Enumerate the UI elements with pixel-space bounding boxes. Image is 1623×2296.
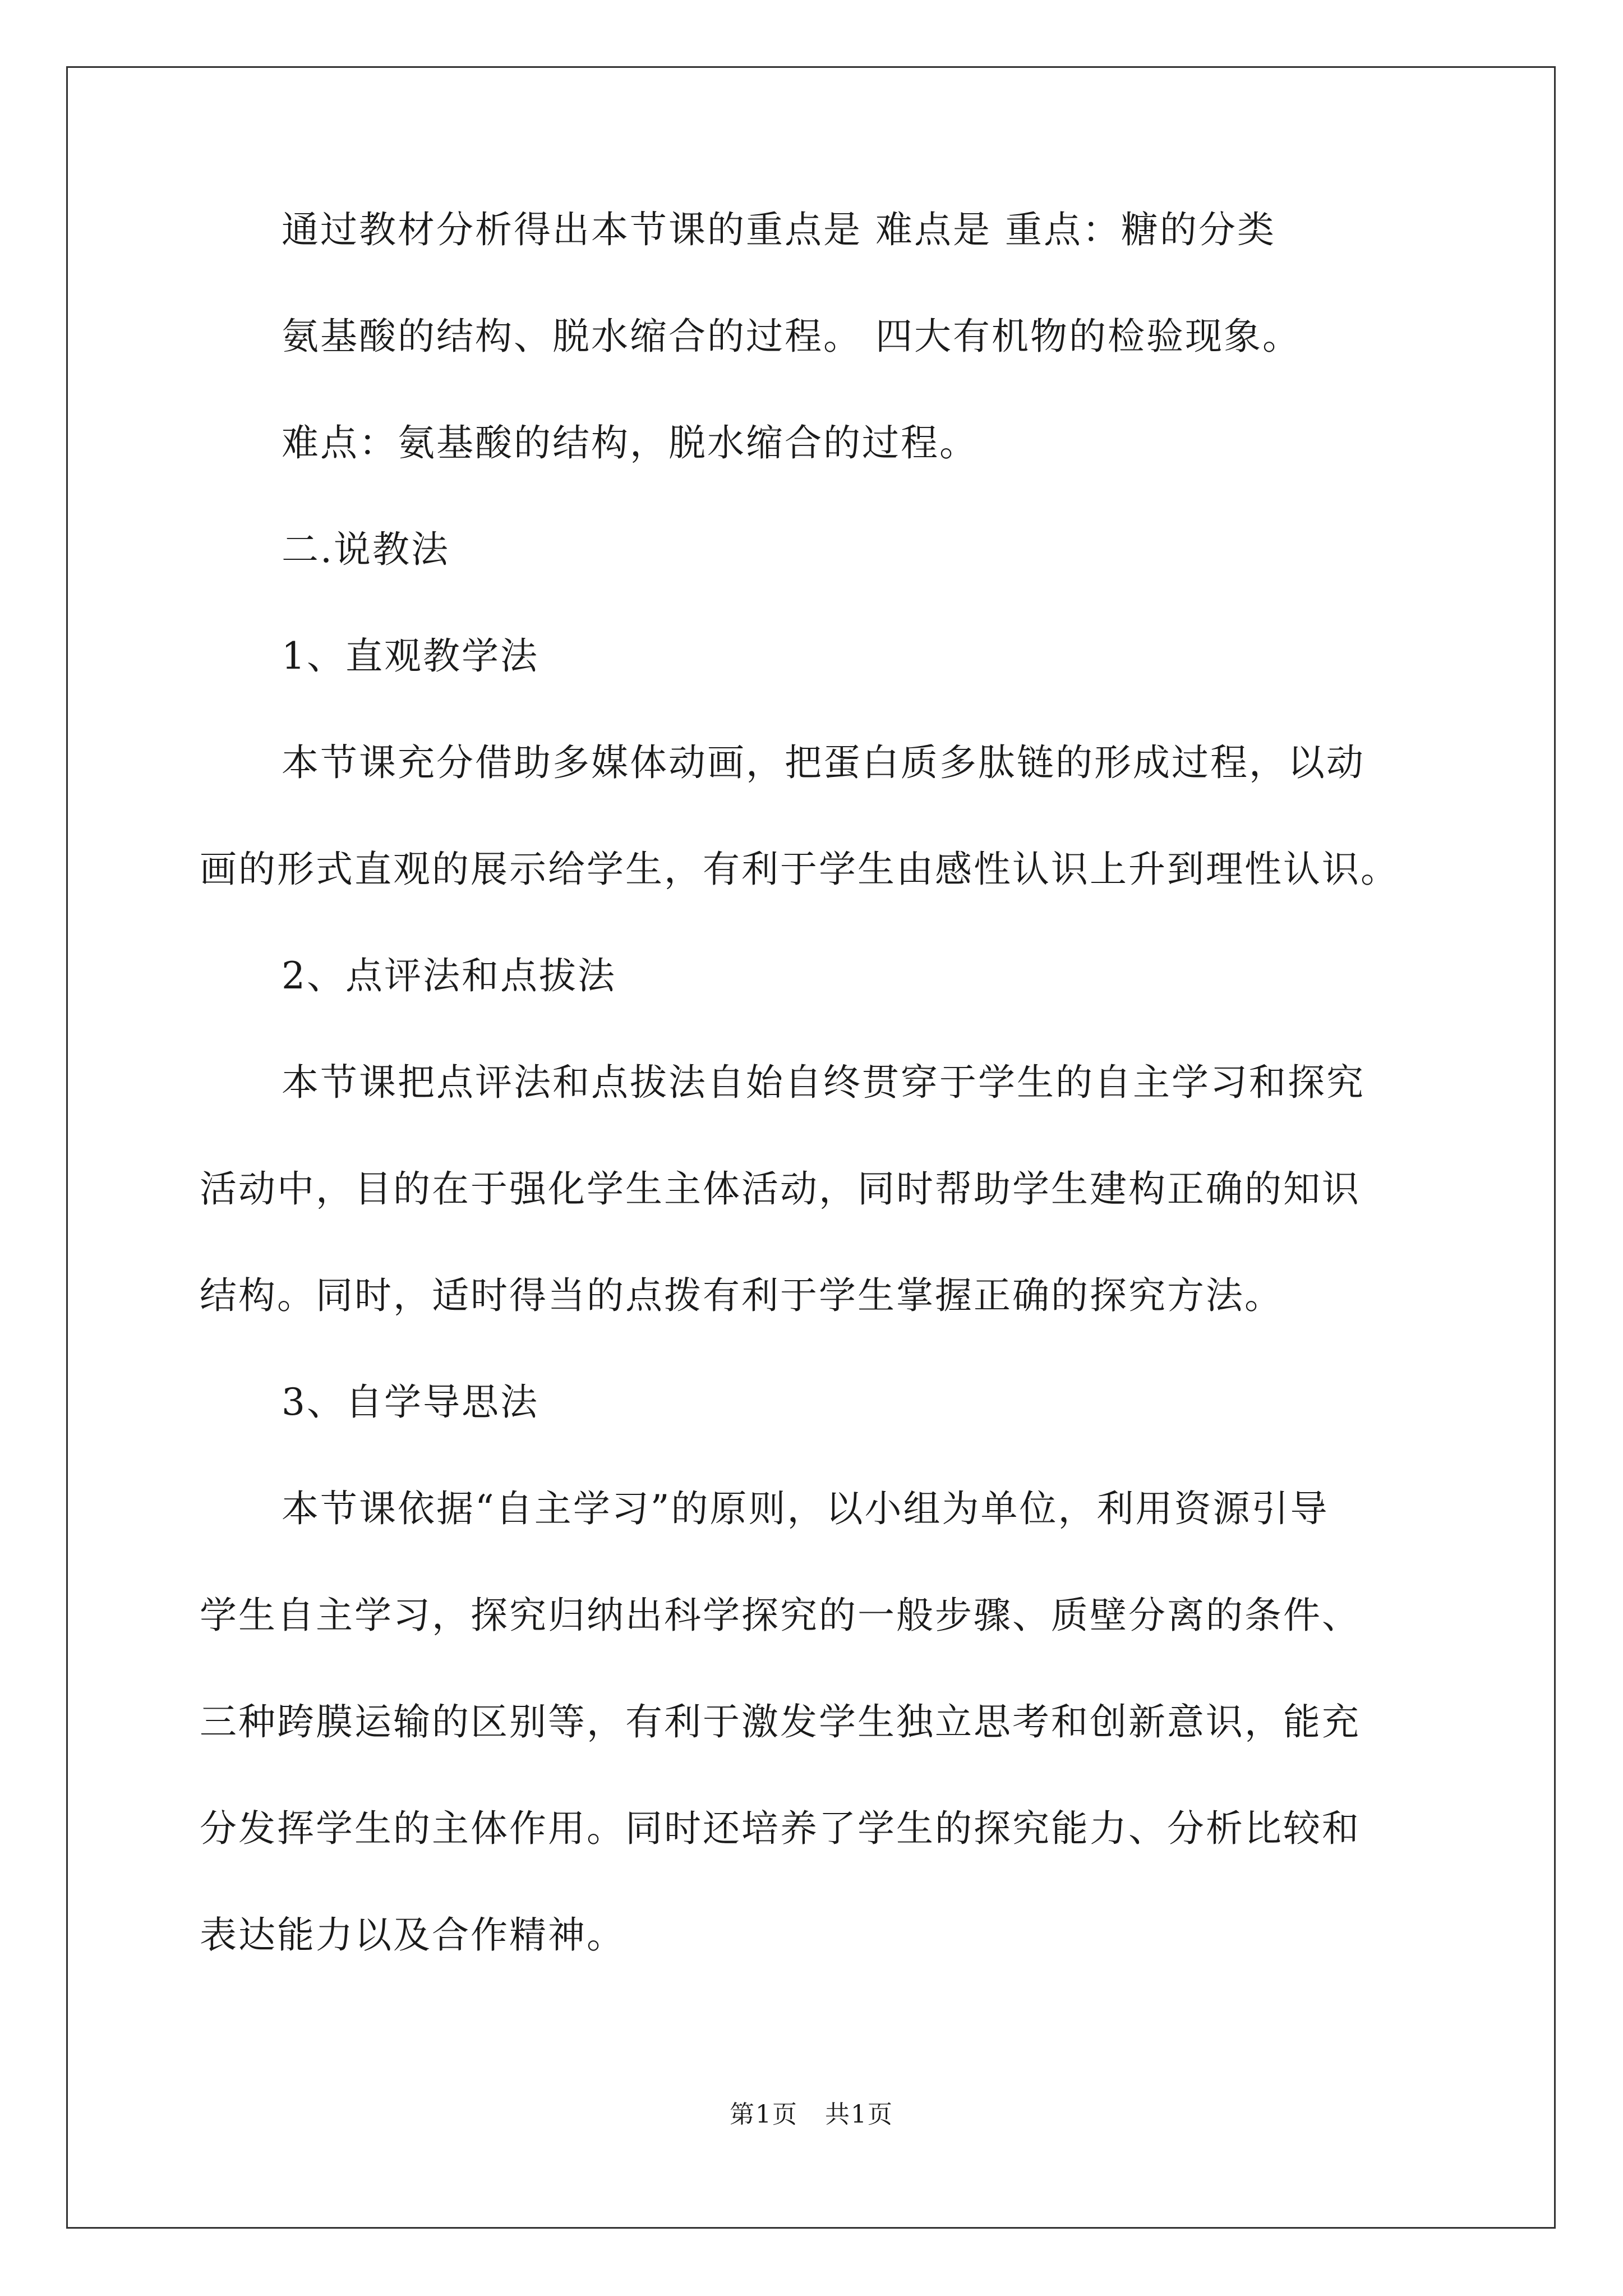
subsection-heading: 3、自学导思法 [282,1381,539,1424]
page-total: 共1页 [825,2100,893,2129]
text-line: 表达能力以及合作精神。 [200,1913,625,1957]
text-line: 活动中，目的在于强化学生主体活动，同时帮助学生建构正确的知识 [200,1167,1361,1211]
subsection-heading: 1、直观教学法 [282,634,539,678]
text-line: 三种跨膜运输的区别等，有利于激发学生独立思考和创新意识，能充 [200,1700,1361,1743]
text-line: 分发挥学生的主体作用。同时还培养了学生的探究能力、分析比较和 [200,1807,1361,1850]
text-line: 画的形式直观的展示给学生，有利于学生由感性认识上升到理性认识。 [200,848,1399,891]
text-line: 结构。同时，适时得当的点拨有利于学生掌握正确的探究方法。 [200,1274,1283,1317]
section-heading: 二.说教法 [282,528,450,571]
text-line: 难点：氨基酸的结构，脱水缩合的过程。 [282,421,978,464]
page-number: 第1页 [730,2100,798,2129]
page-footer [0,2099,1623,2131]
text-line: 通过教材分析得出本节课的重点是 难点是 重点：糖的分类 [282,208,1276,251]
document-body [200,208,1450,2019]
text-line: 本节课依据“自主学习”的原则，以小组为单位，利用资源引导 [282,1487,1329,1530]
text-line: 学生自主学习，探究归纳出科学探究的一般步骤、质壁分离的条件、 [200,1594,1361,1637]
subsection-heading: 2、点评法和点拔法 [282,954,616,997]
text-line: 氨基酸的结构、脱水缩合的过程。 四大有机物的检验现象。 [282,315,1301,358]
text-line: 本节课充分借助多媒体动画，把蛋白质多肽链的形成过程，以动 [282,741,1365,784]
text-line: 本节课把点评法和点拔法自始自终贯穿于学生的自主学习和探究 [282,1061,1365,1104]
